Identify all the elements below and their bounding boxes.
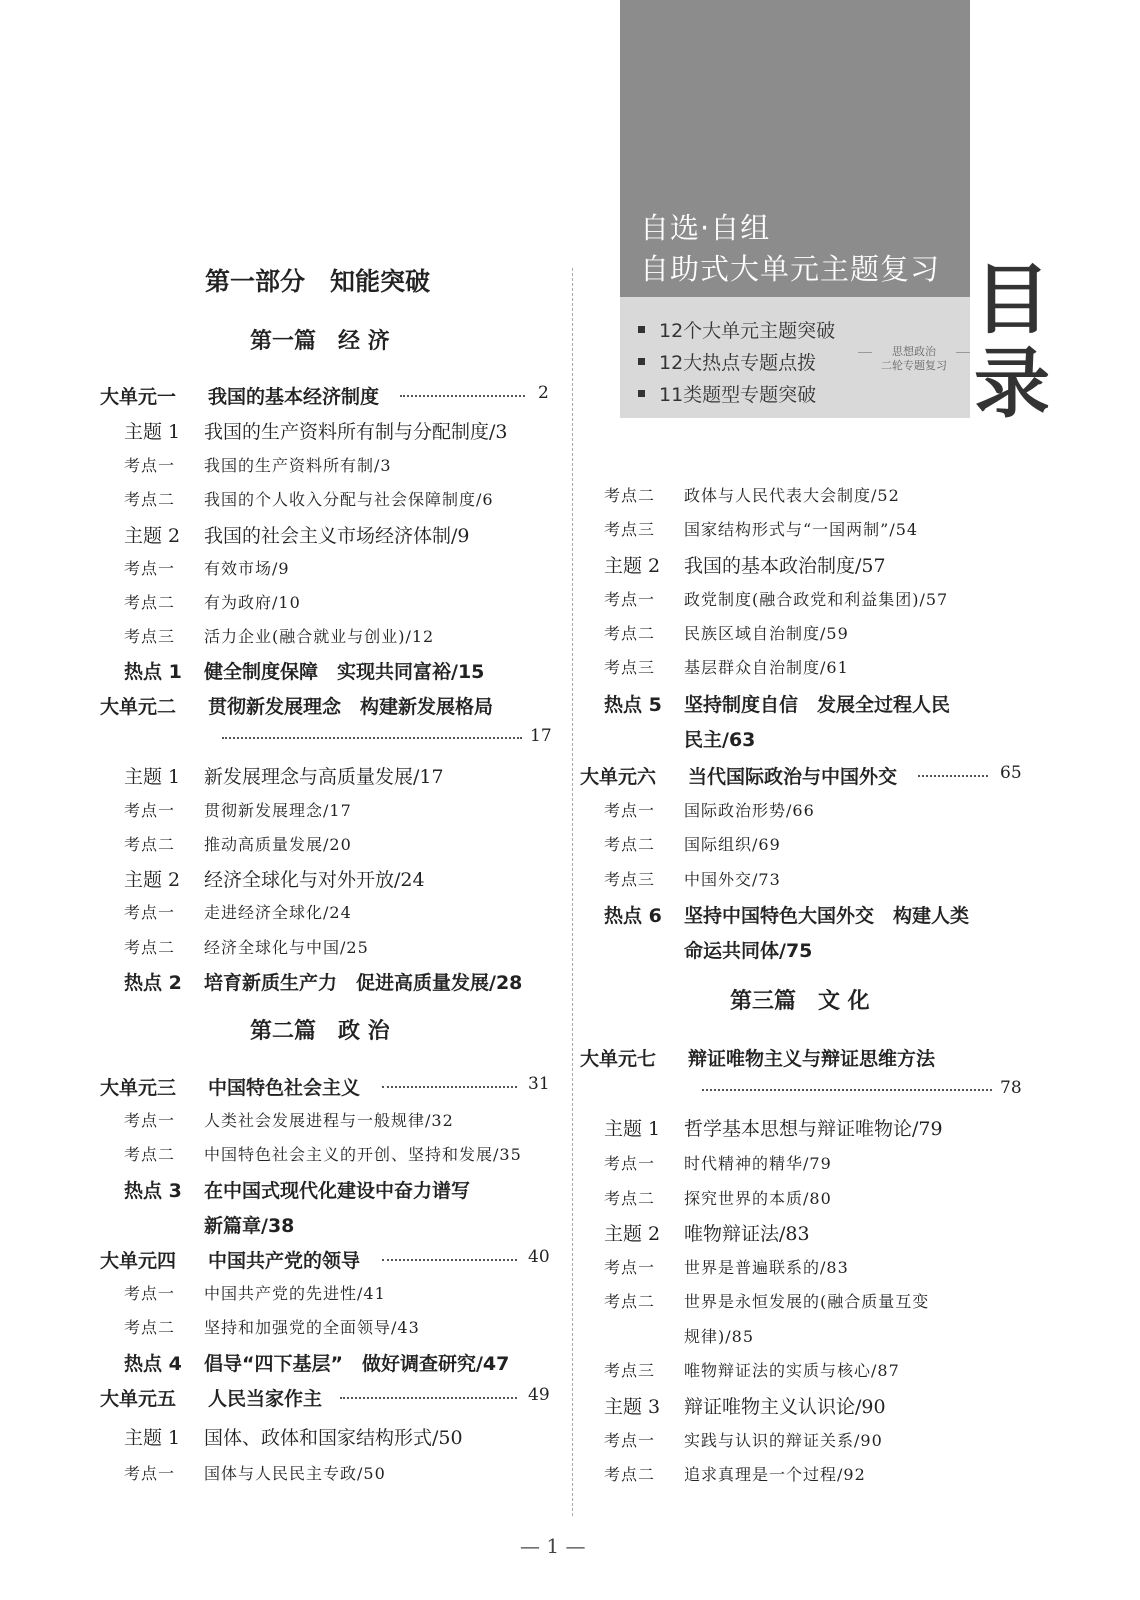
section-title: 第三篇 文 化 — [730, 989, 870, 1014]
toc-entry-unit[interactable]: 大单元一 我国的基本经济制度 2 — [100, 383, 549, 408]
banner-feature-box — [620, 297, 970, 418]
page-number: — 1 — — [520, 1534, 586, 1558]
column-divider — [572, 268, 573, 1516]
banner-title — [640, 208, 940, 290]
toc-entry-hotspot[interactable]: 热点 3 在中国式现代化建设中奋力谱写 新篇章/38 — [124, 1180, 471, 1237]
toc-entry-topic[interactable]: 主题 1 我国的生产资料所有制与分配制度/3 — [124, 421, 508, 443]
toc-entry-unit[interactable]: 大单元五 人民当家作主 49 — [100, 1385, 550, 1410]
page-ref: 2 — [538, 383, 549, 403]
toc-entry-topic[interactable]: 主题 2 唯物辩证法/83 — [604, 1223, 810, 1245]
page-ref: 65 — [1000, 763, 1022, 783]
toc-entry-point[interactable]: 考点一 世界是普遍联系的/83 — [604, 1258, 849, 1277]
toc-entry-topic[interactable]: 主题 1 新发展理念与高质量发展/17 — [124, 766, 444, 788]
toc-entry-point[interactable]: 考点二 世界是永恒发展的(融合质量互变 规律)/85 — [604, 1292, 930, 1346]
toc-entry-unit[interactable]: 大单元三 中国特色社会主义 31 — [100, 1074, 550, 1099]
brand-rule — [956, 352, 970, 353]
toc-entry-point[interactable]: 考点三 中国外交/73 — [604, 870, 781, 889]
toc-entry-hotspot[interactable]: 热点 2 培育新质生产力 促进高质量发展/28 — [124, 972, 523, 994]
page-ref: 78 — [1000, 1078, 1022, 1098]
toc-entry-point[interactable]: 考点二 民族区域自治制度/59 — [604, 624, 849, 643]
toc-entry-point[interactable]: 考点二 中国特色社会主义的开创、坚持和发展/35 — [124, 1145, 522, 1164]
toc-entry-hotspot[interactable]: 热点 1 健全制度保障 实现共同富裕/15 — [124, 661, 485, 683]
toc-entry-point[interactable]: 考点一 国际政治形势/66 — [604, 801, 815, 820]
toc-entry-point[interactable]: 考点一 人类社会发展进程与一般规律/32 — [124, 1111, 454, 1130]
toc-entry-point[interactable]: 考点三 基层群众自治制度/61 — [604, 658, 849, 677]
toc-entry-point[interactable]: 考点三 唯物辩证法的实质与核心/87 — [604, 1361, 900, 1380]
toc-entry-point[interactable]: 考点三 活力企业(融合就业与创业)/12 — [124, 627, 435, 646]
toc-entry-topic[interactable]: 主题 1 国体、政体和国家结构形式/50 — [124, 1427, 463, 1449]
square-bullet-icon — [638, 390, 645, 397]
toc-entry-topic[interactable]: 主题 1 哲学基本思想与辩证唯物论/79 — [604, 1118, 943, 1140]
dot-leader — [400, 395, 525, 397]
header-banner — [620, 0, 970, 418]
toc-entry-unit[interactable]: 大单元四 中国共产党的领导 40 — [100, 1247, 550, 1272]
page-ref: 49 — [528, 1385, 550, 1405]
toc-entry-topic[interactable]: 主题 2 经济全球化与对外开放/24 — [124, 869, 425, 891]
toc-entry-point[interactable]: 考点一 政党制度(融合政党和利益集团)/57 — [604, 590, 949, 609]
dot-leader — [340, 1397, 517, 1399]
toc-entry-point[interactable]: 考点一 我国的生产资料所有制/3 — [124, 456, 392, 475]
toc-entry-hotspot[interactable]: 热点 6 坚持中国特色大国外交 构建人类 命运共同体/75 — [604, 905, 970, 962]
part-title: 第一部分 知能突破 — [205, 267, 431, 296]
toc-entry-point[interactable]: 考点二 坚持和加强党的全面领导/43 — [124, 1318, 420, 1337]
page-ref: 40 — [528, 1247, 550, 1267]
toc-entry-point[interactable]: 考点二 有为政府/10 — [124, 593, 301, 612]
toc-entry-point[interactable]: 考点一 时代精神的精华/79 — [604, 1154, 832, 1173]
toc-entry-unit[interactable]: 大单元七 辩证唯物主义与辩证思维方法 78 — [580, 1048, 1022, 1098]
section-title: 第一篇 经 济 — [250, 329, 390, 354]
brand-rule — [858, 352, 872, 353]
feature-item: 12大热点专题点拨 — [638, 347, 835, 379]
toc-entry-topic[interactable]: 主题 2 我国的社会主义市场经济体制/9 — [124, 525, 470, 547]
toc-entry-topic[interactable]: 主题 3 辩证唯物主义认识论/90 — [604, 1396, 886, 1418]
dot-leader — [918, 775, 988, 777]
toc-entry-unit[interactable]: 大单元六 当代国际政治与中国外交 65 — [580, 763, 1022, 788]
toc-entry-topic[interactable]: 主题 2 我国的基本政治制度/57 — [604, 555, 886, 577]
dot-leader — [382, 1259, 517, 1261]
dot-leader — [222, 737, 522, 739]
series-brand: 思想政治 二轮专题复习 — [862, 345, 966, 373]
toc-entry-point[interactable]: 考点二 经济全球化与中国/25 — [124, 938, 369, 957]
banner-title-line1: 自选·自组 — [640, 211, 771, 245]
section-title: 第二篇 政 治 — [250, 1019, 390, 1044]
toc-entry-point[interactable]: 考点二 探究世界的本质/80 — [604, 1189, 832, 1208]
toc-entry-point[interactable]: 考点一 走进经济全球化/24 — [124, 903, 352, 922]
toc-entry-point[interactable]: 考点三 国家结构形式与“一国两制”/54 — [604, 520, 919, 539]
toc-entry-hotspot[interactable]: 热点 5 坚持制度自信 发展全过程人民 民主/63 — [604, 694, 951, 751]
contents-title: 目 录 — [974, 255, 1050, 428]
square-bullet-icon — [638, 326, 645, 333]
toc-entry-point[interactable]: 考点一 实践与认识的辩证关系/90 — [604, 1431, 883, 1450]
dot-leader — [702, 1089, 992, 1091]
feature-item: 11类题型专题突破 — [638, 379, 835, 411]
feature-item: 12个大单元主题突破 — [638, 315, 835, 347]
toc-entry-hotspot[interactable]: 热点 4 倡导“四下基层” 做好调查研究/47 — [124, 1353, 510, 1375]
toc-entry-point[interactable]: 考点一 有效市场/9 — [124, 559, 290, 578]
toc-entry-point[interactable]: 考点二 我国的个人收入分配与社会保障制度/6 — [124, 490, 494, 509]
banner-title-line2: 自助式大单元主题复习 — [640, 252, 941, 286]
toc-entry-point[interactable]: 考点一 国体与人民民主专政/50 — [124, 1464, 386, 1483]
toc-entry-point[interactable]: 考点一 中国共产党的先进性/41 — [124, 1284, 386, 1303]
toc-entry-point[interactable]: 考点一 贯彻新发展理念/17 — [124, 801, 352, 820]
toc-entry-point[interactable]: 考点二 政体与人民代表大会制度/52 — [604, 486, 900, 505]
toc-entry-unit[interactable]: 大单元二 贯彻新发展理念 构建新发展格局 17 — [100, 696, 552, 746]
toc-entry-point[interactable]: 考点二 推动高质量发展/20 — [124, 835, 352, 854]
toc-entry-point[interactable]: 考点二 国际组织/69 — [604, 835, 781, 854]
square-bullet-icon — [638, 358, 645, 365]
page-ref: 17 — [530, 726, 552, 746]
dot-leader — [382, 1086, 517, 1088]
toc-entry-point[interactable]: 考点二 追求真理是一个过程/92 — [604, 1465, 866, 1484]
page-ref: 31 — [528, 1074, 550, 1094]
feature-list — [638, 315, 835, 411]
